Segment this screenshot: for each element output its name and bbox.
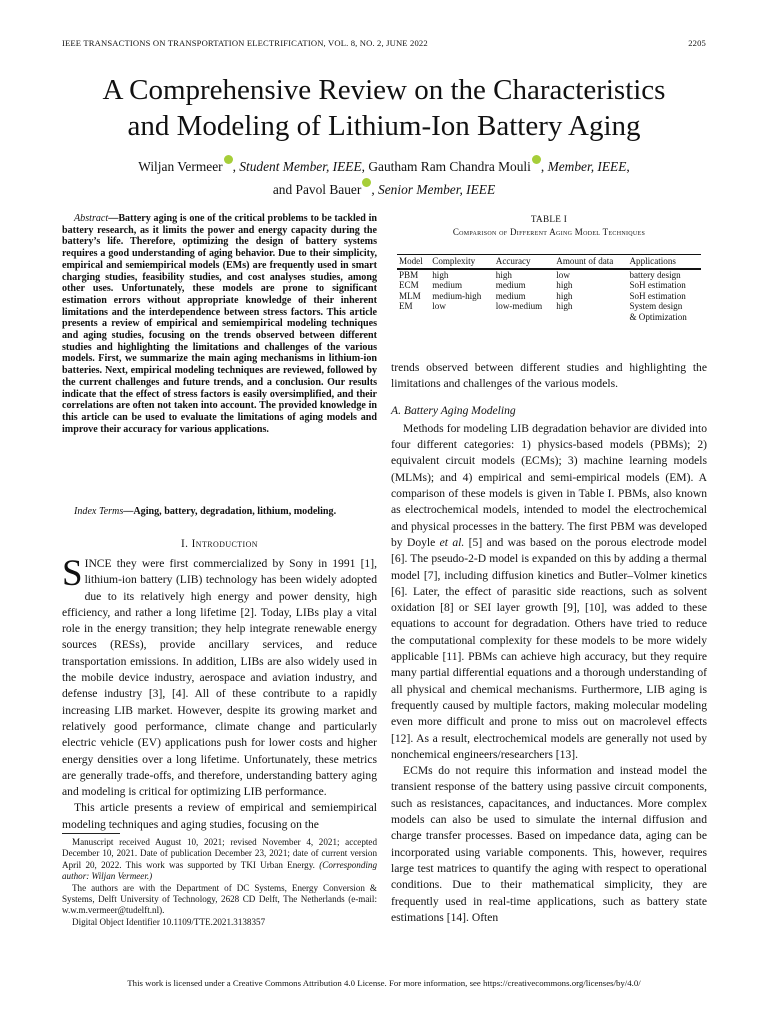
orcid-icon[interactable] [224,155,233,164]
table-header: Model [397,255,430,269]
author-2-role: Member, IEEE [547,159,627,174]
author-3-role: Senior Member, IEEE [378,182,496,197]
drop-cap: S [62,553,83,594]
author-1: Wiljan Vermeer [138,159,223,174]
author-3: and Pavol Bauer [272,182,362,197]
table-row: MLM medium-high medium high SoH estimation [399,290,686,301]
table-header: Complexity [430,255,494,269]
index-terms [62,506,377,518]
footnote-doi: Digital Object Identifier 10.1109/TTE.2021.3138357 [72,916,266,927]
footnote-divider [62,833,120,834]
comparison-table [397,254,701,323]
footnotes [62,837,377,928]
section-heading-introduction: I. Introduction [181,538,258,550]
table-title: Comparison of Different Aging Model Techniques [452,227,646,237]
abstract [62,213,377,435]
table-row: ECM medium medium high SoH estimation [399,280,686,291]
page-number: 2205 [688,38,706,48]
author-list: Wiljan Vermeer , Student Member, IEEE, Gautham Ram Chandra Mouli , Member, IEEE, and Pavol Bauer , Senior Member, IEEE [40,155,728,201]
modeling-paragraph-1: Methods for modeling LIB degradation behavior are divided into four different categories: 1) physics-based models (PBMs); 2) equivalent circuit models (ECMs); 3) machine learning models (MLMs); and 4) empirical and semi-empirical models (EM). A comparison of these models is given in Table I. PBMs, also known as electrochemical models, intended to model the electrochemical and physical processes in the battery. The first PBM was developed by Doyle et al. [5] and was based on the porous electrode model [6]. The pseudo-2-D model is expanded on this by adding a thermal model [7], including diffusion kinetics and Butler–Volmer kinetics [6]. Later, the effect of parasitic side reactions, such as solvent oxidation [8] or SEI layer growth [9], [10], was added to these equations to account for degradation. Others have tried to reduce the computational complexity for these models to be more widely applicable [11]. PBMs can achieve high accuracy, but they require many partial differential equations and a thorough understanding of all physical and chemical mechanisms. Furthermore, LIB aging is frequently caused by multiple factors, making molecular modeling even more difficult and prone to miss out on macrolevel effects [12]. As a result, electrochemical models are generally not used by nonchemical engineers/researchers [13]. [391,421,707,761]
continued-paragraph: trends observed between different studies and highlighting the limitations and challenges of the various models. [391,361,707,391]
orcid-icon[interactable] [532,155,541,164]
index-terms-label: Index Terms [74,506,124,517]
author-2: Gautham Ram Chandra Mouli [368,159,531,174]
title-line-2: and Modeling of Lithium-Ion Battery Aging [127,110,641,142]
footnote-manuscript: Manuscript received August 10, 2021; revised November 4, 2021; accepted December 10, 2021. Date of publication December 23, 2021; date of current version April 20, 2022. This work was supported by TKI Urban Energy. (Corresponding author: Wiljan Vermeer.) [62,837,377,882]
footnote-affiliation: The authors are with the Department of DC Systems, Energy Conversion & Systems, Delft University of Technology, 2628 CD Delft, The Netherlands (e-mail: w.w.m.vermeer@tudelft.nl). [62,882,377,916]
abstract-text: —Battery aging is one of the critical problems to be tackled in battery research, as it limits the power and energy capacity during the battery’s life. Therefore, optimizing the design of battery systems requires a good understanding of aging behavior. Due to their simplicity, empirical and semiempirical models (EMs) are frequently used in smart charging studies, feasibility studies, and cost analyses studies, among other uses. Unfortunately, these models are prone to significant estimation errors without appropriate knowledge of their inherent limitations and the interdependence between stress factors. This article presents a review of empirical and semiempirical modeling techniques and aging studies, focusing on the trends observed between different studies and highlighting the limitations and challenges of the various models. First, we summarize the main aging mechanisms in lithium-ion batteries. Next, empirical modeling techniques are reviewed, followed by the current challenges and future trends, and a conclusion. Our results indicate that the effect of stress factors is easily oversimplified, and their correlations are often not taken into account. The provided knowledge in this article can be used to evaluate the limitations of aging models and improve their accuracy for various applications. [62,213,377,435]
table-header: Applications [627,255,701,269]
author-1-role: Student Member, IEEE [239,159,362,174]
running-header [62,38,706,48]
paper-title [40,72,728,144]
table-label: TABLE I [530,214,568,224]
table-caption [391,213,707,239]
right-column-body [391,360,707,926]
subsection-heading: A. Battery Aging Modeling [391,403,516,417]
intro-paragraph-2: This article presents a review of empirical and semiempirical modeling techniques and aging studies, focusing on the [62,801,377,831]
modeling-paragraph-2: ECMs do not require this information and instead model the transient response of the battery using passive circuit components, such as resistances, capacitances, and inductances. More complex models can also be used to simulate the internal diffusion and charge transfer processes. Based on impedance data, aging can be incorporated using variable components. This, however, requires large test matrices to quantify the aging with respect to operational conditions. Due to their mathematical simplicity, they are frequently used in real-time applications, such as battery state estimations [14]. Often [391,764,707,924]
table-header: Amount of data [554,255,627,269]
license-notice: This work is licensed under a Creative Commons Attribution 4.0 License. For more information, see https://creativecommons.org/licenses/by/4.0/ [127,978,641,988]
title-line-1: A Comprehensive Review on the Characteristics [102,74,666,106]
table-row: PBM high high low battery design [399,269,681,280]
table-row: & Optimization [629,311,687,322]
table-header: Accuracy [494,255,555,269]
table-row: EM low low-medium high System design [399,301,683,312]
introduction-body [62,553,377,833]
orcid-icon[interactable] [362,178,371,187]
journal-name: IEEE TRANSACTIONS ON TRANSPORTATION ELECTRIFICATION, VOL. 8, NO. 2, JUNE 2022 [62,38,428,48]
intro-paragraph-1: SINCE they were first commercialized by Sony in 1991 [1], lithium-ion battery (LIB) technology has been widely adopted due to its relatively high energy and power density, high efficiency, and rather a long lifetime [2]. Today, LIBs play a vital role in the energy transition; they help integrate renewable energy sources (RESs), provide ancillary services, and reduce transportation emissions. In addition, LIBs are also widely used in the mobile device industry, aerospace and aviation industry, and defense industry [3], [4]. All of these contribute to a rapidly increasing LIB market. However, despite its growing market and relatively good performance, climate change and particularly electric vehicle (EV) applications push for lower costs and higher energy densities over a long lifetime. Unfortunately, these metrics are generally trade-offs, and therefore, understanding battery aging and modeling is critical for optimizing LIB performance. [62,553,377,799]
abstract-label: Abstract [74,213,109,224]
index-terms-text: —Aging, battery, degradation, lithium, modeling. [123,506,337,517]
